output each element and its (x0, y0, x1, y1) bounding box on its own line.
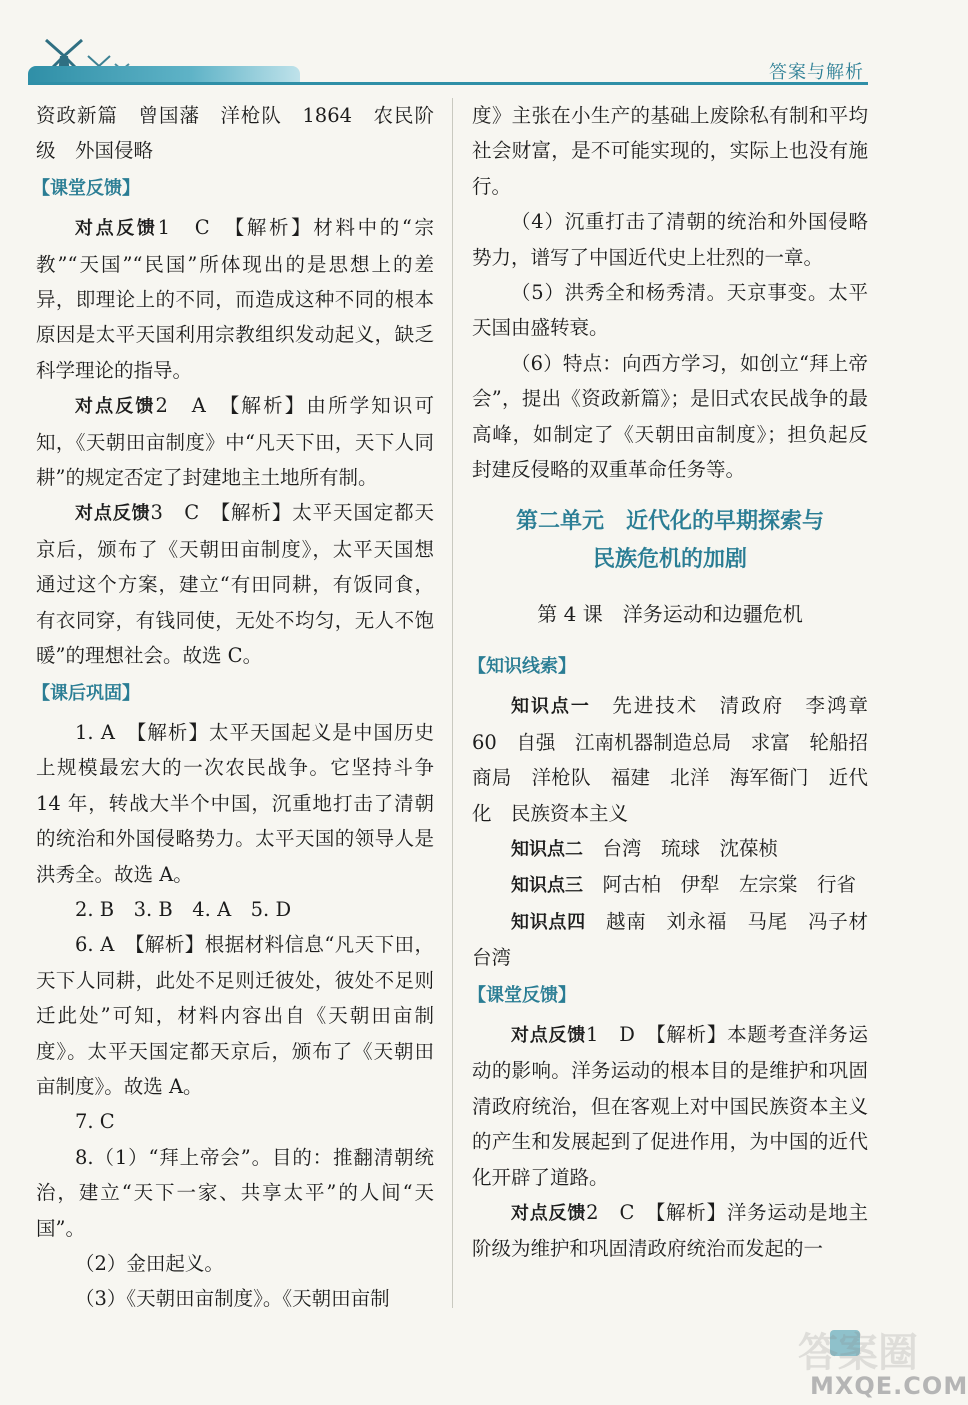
feedback-text: 2 C 【解析】洋务运动是地主阶级为维护和巩固清政府统治而发起的一 (472, 1200, 868, 1261)
running-head-title: 答案与解析 (769, 62, 864, 83)
answer-item: 1. A 【解析】太平天国起义是中国历史上规模最宏大的一次农民战争。它坚持斗争 14 年，转战大半个中国，沉重地打击了清朝的统治和外国侵略势力。太平天国的领导人是洪秀全。故选 A。 (36, 720, 434, 886)
feedback-label: 对点反馈 (511, 1202, 587, 1224)
feedback-label: 对点反馈 (511, 1024, 586, 1046)
knowledge-item (472, 904, 888, 976)
answer-item: （5）洪秀全和杨秀清。天京事变。太平天国由盛转衰。 (472, 281, 868, 340)
knowledge-text: 台湾 琉球 沈葆桢 (583, 836, 779, 860)
feedback-item (36, 210, 434, 388)
feedback-text: 3 C 【解析】太平天国定都天京后，颁布了《天朝田亩制度》，太平天国想通过这个方案，建立“有田同耕，有饭同食，有衣同穿，有钱同使，无处不均匀，无人不饱暖”的理想社会。故选 C。 (36, 501, 435, 668)
section-heading: 【课堂反馈】 (468, 984, 576, 1006)
knowledge-item (472, 688, 888, 831)
answer-item: （4）沉重打击了清朝的统治和外国侵略势力，谱写了中国近代史上壮烈的一章。 (472, 210, 868, 269)
svg-text:答案圈: 答案圈 (798, 1330, 918, 1376)
header-band (28, 66, 300, 82)
answer-item: 6. A 【解析】根据材料信息“凡天下田，天下人同耕，此处不足则迁彼处，彼处不足则迁此处”可知，材料内容出自《天朝田亩制度》。太平天国定都天京后，颁布了《天朝田亩制度》。故选 A。 (36, 933, 434, 1098)
page-header (0, 0, 950, 88)
answer-text: 度》主张在小生产的基础上废除私有制和平均社会财富，是不可能实现的，实际上也没有施行。 (472, 104, 868, 198)
answer-item: 2. B 3. B 4. A 5. D (75, 897, 292, 921)
lesson-title: 第 4 课 洋务运动和边疆危机 (537, 602, 803, 627)
section-heading: 【知识线索】 (468, 655, 576, 677)
header-rule (28, 82, 868, 85)
watermark-site: MXQE.COM (810, 1372, 968, 1400)
knowledge-text: 阿古柏 伊犁 左宗棠 行省 (583, 873, 857, 897)
knowledge-text: 先进技术 清政府 李鸿章 60 自强 江南机器制造总局 求富 轮船招商局 洋枪队 福建 北洋 海军衙门 近代化 民族资本主义 (472, 694, 888, 825)
knowledge-label: 知识点二 (511, 838, 583, 860)
section-heading: 【课后巩固】 (32, 682, 140, 704)
answer-item: （2）金田起义。 (75, 1252, 224, 1275)
feedback-item (472, 1195, 868, 1267)
feedback-label: 对点反馈 (75, 503, 151, 525)
column-divider (452, 98, 453, 1308)
knowledge-label: 知识点四 (511, 911, 586, 933)
answer-item: （6）特点：向西方学习，如创立“拜上帝会”，提出《资政新篇》；是旧式农民战争的最高峰，如制定了《天朝田亩制度》；担负起反封建反侵略的双重革命任务等。 (472, 351, 868, 482)
unit-title-line: 第二单元 近代化的早期探索与 (515, 509, 824, 535)
knowledge-label: 知识点一 (511, 696, 591, 718)
knowledge-item (472, 867, 868, 903)
feedback-label: 对点反馈 (75, 396, 156, 418)
left-column (32, 98, 435, 1317)
knowledge-text: 越南 刘永福 马尾 冯子材 台湾 (472, 909, 888, 970)
right-column (468, 98, 888, 1267)
feedback-label: 对点反馈 (75, 218, 158, 240)
answer-item: 7. C (75, 1110, 115, 1134)
answer-item: （3）《天朝田亩制度》。《天朝田亩制 (75, 1287, 390, 1311)
answer-text: 资政新篇 曾国藩 洋枪队 1864 农民阶级 外国侵略 (36, 104, 434, 163)
feedback-text: 1 C 【解析】材料中的“宗教”“天国”“民国”所体现出的是思想上的差异，即理论上的不同，而造成这种不同的根本原因是太平天国利用宗教组织发动起义，缺乏科学理论的指导。 (36, 216, 434, 382)
feedback-text: 2 A 【解析】由所学知识可知，《天朝田亩制度》中“凡天下田，天下人同耕”的规定否定了封建地主土地所有制。 (36, 394, 434, 490)
unit-title (472, 503, 868, 579)
feedback-item (36, 495, 434, 673)
feedback-item (472, 1017, 868, 1195)
section-heading: 【课堂反馈】 (32, 177, 140, 199)
answer-item: 8.（1）“拜上帝会”。目的：推翻清朝统治，建立“天下一家、共享太平”的人间“天国”。 (36, 1145, 434, 1240)
unit-title-line: 民族危机的加剧 (592, 547, 747, 573)
feedback-text: 1 D 【解析】本题考查洋务运动的影响。洋务运动的根本目的是维护和巩固清政府统治，但在客观上对中国民族资本主义的产生和发展起到了促进作用，为中国的近代化开辟了道路。 (472, 1022, 868, 1189)
feedback-item (36, 388, 434, 495)
knowledge-label: 知识点三 (511, 875, 583, 897)
knowledge-item (472, 831, 868, 867)
